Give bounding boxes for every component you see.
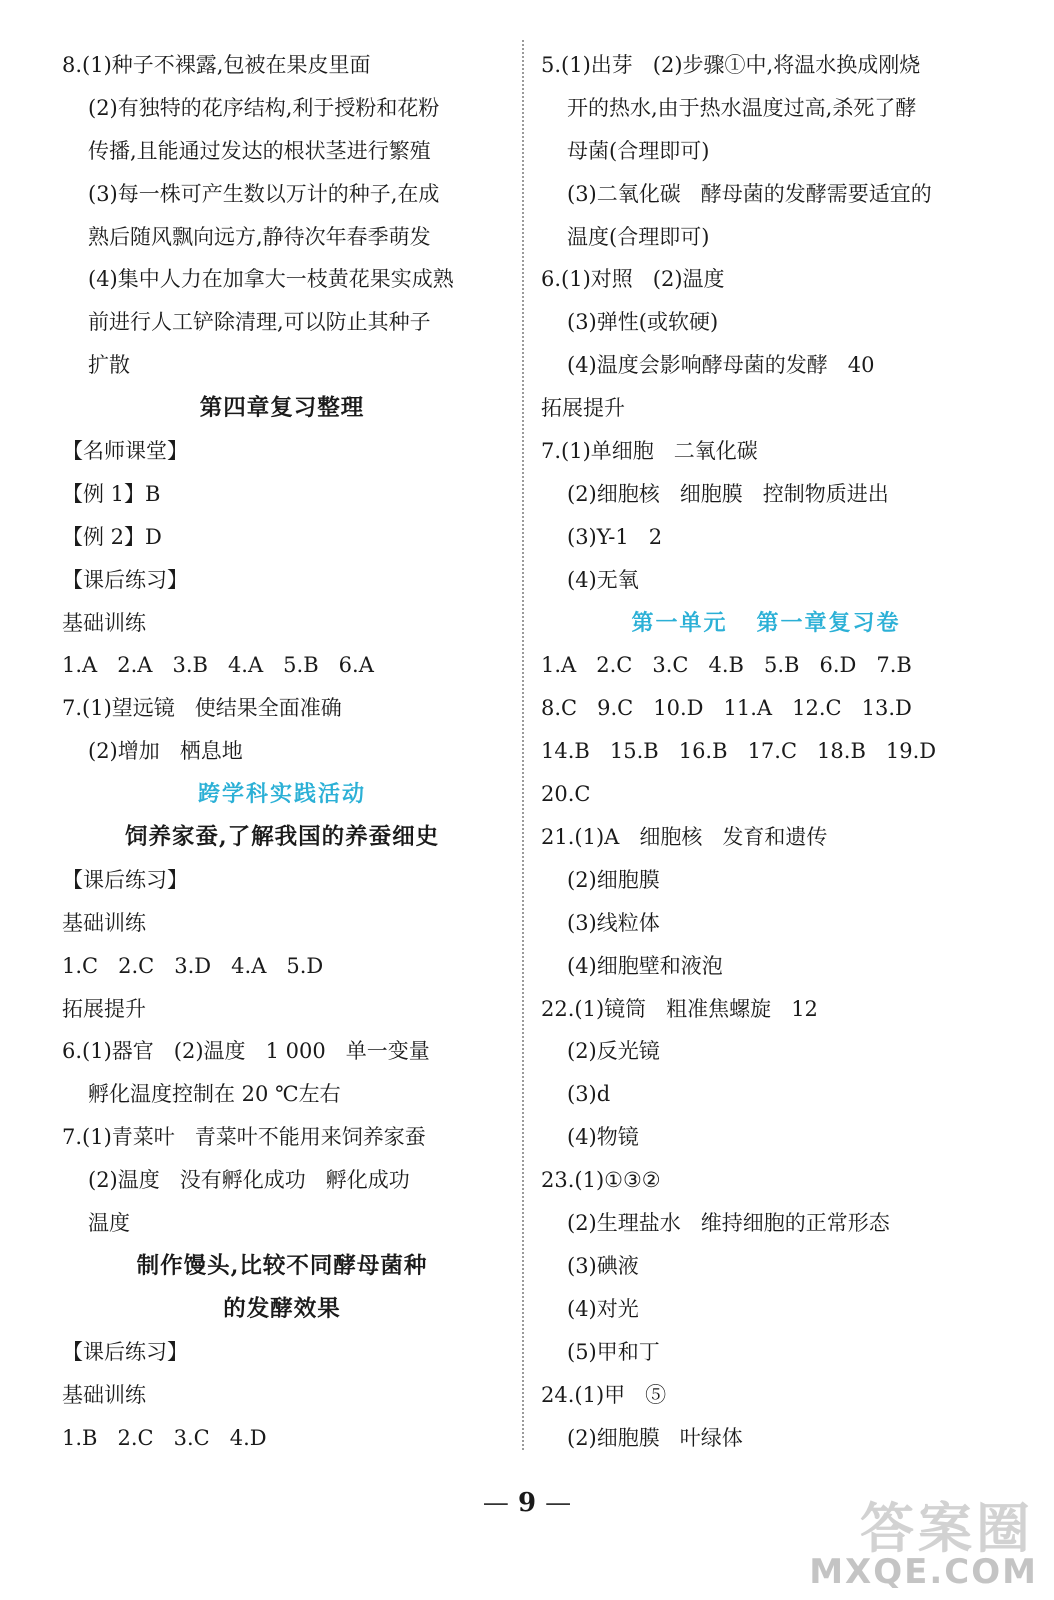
section-title-colored: 跨学科实践活动 xyxy=(197,781,366,808)
answer-line: (3)二氧化碳 酵母菌的发酵需要适宜的 xyxy=(567,181,932,206)
answer-line: (2)增加 栖息地 xyxy=(88,739,243,764)
section-title-colored: 第一单元 第一章复习卷 xyxy=(631,609,901,636)
answer-line: (3)碘液 xyxy=(567,1253,639,1278)
answer-line: (2)细胞核 细胞膜 控制物质进出 xyxy=(567,481,889,506)
answer-line: 21.(1)A 细胞核 发育和遗传 xyxy=(541,825,828,850)
answer-line: 母菌(合理即可) xyxy=(567,138,710,163)
answer-line: (4)无氧 xyxy=(567,567,639,592)
answer-line: 7.(1)青菜叶 青菜叶不能用来饲养家蚕 xyxy=(62,1125,426,1150)
answer-line: 拓展提升 xyxy=(541,396,625,421)
answer-line: 【课后练习】 xyxy=(62,867,188,892)
left-column xyxy=(62,44,502,1459)
answer-line: (2)细胞膜 叶绿体 xyxy=(567,1425,743,1450)
watermark-mark: 答案圈 xyxy=(860,1497,1034,1560)
section-heading: 饲养家蚕,了解我国的养蚕细史 xyxy=(124,824,440,851)
answer-line: (2)反光镜 xyxy=(567,1039,660,1064)
answer-line: (3)d xyxy=(567,1082,611,1107)
right-column xyxy=(541,44,991,1459)
page-number-dash-right: — xyxy=(545,1488,572,1518)
answer-line: 【课后练习】 xyxy=(62,567,188,592)
answer-line: (3)线粒体 xyxy=(567,910,660,935)
watermark-site: MXQE.COM xyxy=(809,1552,1038,1592)
answer-line: (4)温度会影响酵母菌的发酵 40 xyxy=(567,353,875,378)
section-heading: 第四章复习整理 xyxy=(199,395,365,422)
answer-line: 【课后练习】 xyxy=(62,1339,188,1364)
answer-line: 1.C 2.C 3.D 4.A 5.D xyxy=(62,953,324,978)
answer-line: (3)弹性(或软硬) xyxy=(567,310,719,335)
section-heading: 制作馒头,比较不同酵母菌种 xyxy=(136,1252,428,1279)
answer-line: 传播,且能通过发达的根状茎进行繁殖 xyxy=(88,138,431,163)
answer-line: 5.(1)出芽 (2)步骤①中,将温水换成刚烧 xyxy=(541,53,921,77)
answer-line: 前进行人工铲除清理,可以防止其种子 xyxy=(88,310,431,335)
answer-line: 基础训练 xyxy=(62,1382,146,1407)
answer-line: (2)有独特的花序结构,利于授粉和花粉 xyxy=(88,95,440,120)
answer-line: (4)集中人力在加拿大一枝黄花果实成熟 xyxy=(88,267,454,292)
answer-line: 20.C xyxy=(541,782,591,807)
answer-line: (5)甲和丁 xyxy=(567,1339,660,1364)
answer-line: 23.(1)①③② xyxy=(541,1168,661,1193)
answer-line: 基础训练 xyxy=(62,610,146,635)
answer-line: 6.(1)对照 (2)温度 xyxy=(541,267,725,292)
answer-line: 14.B 15.B 16.B 17.C 18.B 19.D xyxy=(541,739,937,764)
answer-line: (2)细胞膜 xyxy=(567,867,660,892)
answer-line: 温度 xyxy=(88,1211,130,1236)
answer-line: 温度(合理即可) xyxy=(567,224,710,249)
watermark-logo xyxy=(809,1482,1044,1592)
answer-line: (3)每一株可产生数以万计的种子,在成 xyxy=(88,181,440,206)
answer-line: 拓展提升 xyxy=(62,996,146,1021)
answer-line: 7.(1)单细胞 二氧化碳 xyxy=(541,439,758,464)
section-heading: 的发酵效果 xyxy=(223,1295,341,1322)
answer-line: 8.C 9.C 10.D 11.A 12.C 13.D xyxy=(541,696,912,721)
answer-line: 熟后随风飘向远方,静待次年春季萌发 xyxy=(88,224,431,249)
answer-line: 【名师课堂】 xyxy=(62,439,188,464)
answer-line: (4)细胞壁和液泡 xyxy=(567,953,723,978)
answer-line: 扩散 xyxy=(88,353,130,378)
answer-line: (4)物镜 xyxy=(567,1125,639,1150)
answer-line: 1.A 2.C 3.C 4.B 5.B 6.D 7.B xyxy=(541,653,912,678)
answer-line: (4)对光 xyxy=(567,1296,639,1321)
answer-line: (3)Y-1 2 xyxy=(567,524,663,549)
column-divider xyxy=(522,40,524,1450)
answer-line: 基础训练 xyxy=(62,910,146,935)
answer-line: 【例 2】D xyxy=(62,524,162,549)
page-number-value: 9 xyxy=(517,1488,537,1518)
answer-line: 1.A 2.A 3.B 4.A 5.B 6.A xyxy=(62,653,374,678)
answer-line: 【例 1】B xyxy=(62,481,161,506)
page-number-dash-left: — xyxy=(482,1488,509,1518)
answer-line: 7.(1)望远镜 使结果全面准确 xyxy=(62,696,342,721)
answer-line: 24.(1)甲 ⑤ xyxy=(541,1382,667,1407)
answer-line: 孵化温度控制在 20 ℃左右 xyxy=(88,1082,341,1107)
answer-line: 8.(1)种子不裸露,包被在果皮里面 xyxy=(62,53,371,77)
answer-line: 开的热水,由于热水温度过高,杀死了酵 xyxy=(567,95,917,120)
answer-line: 22.(1)镜筒 粗准焦螺旋 12 xyxy=(541,996,818,1021)
answer-line: (2)温度 没有孵化成功 孵化成功 xyxy=(88,1168,410,1193)
answer-line: (2)生理盐水 维持细胞的正常形态 xyxy=(567,1211,890,1236)
answer-line: 6.(1)器官 (2)温度 1 000 单一变量 xyxy=(62,1039,430,1064)
answer-line: 1.B 2.C 3.C 4.D xyxy=(62,1425,267,1450)
